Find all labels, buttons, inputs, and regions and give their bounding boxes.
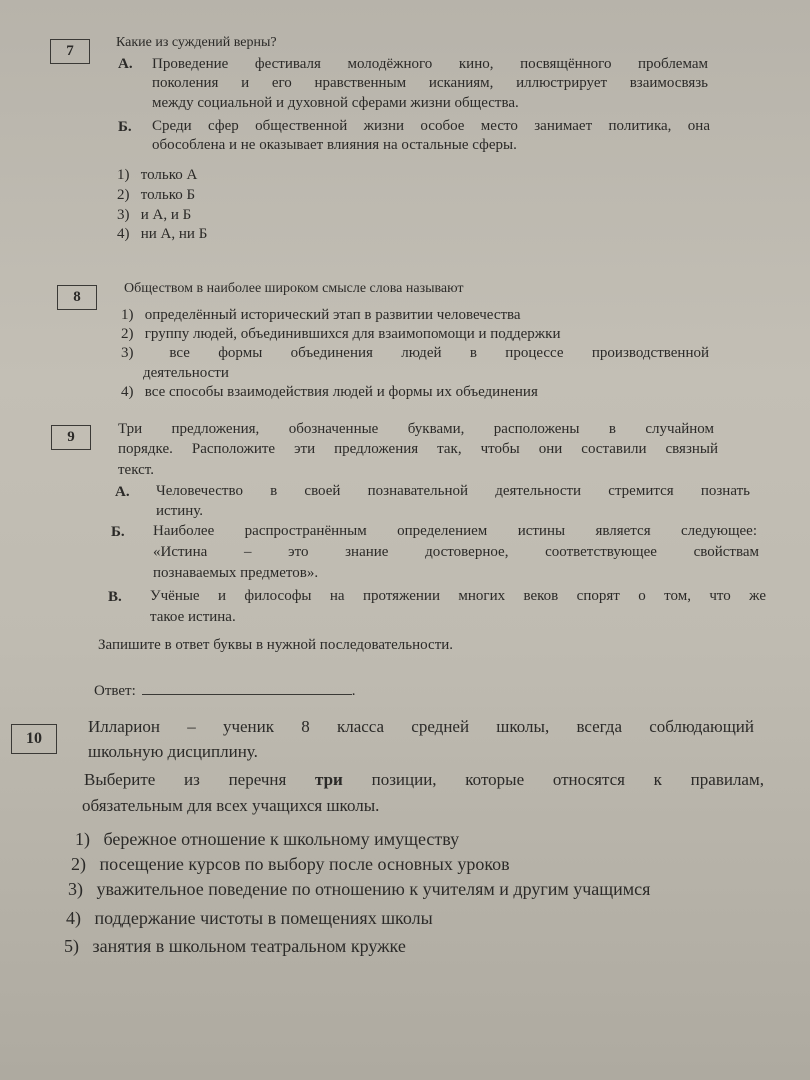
question-7-option — [117, 225, 207, 243]
question-8-option — [121, 383, 538, 401]
option-text: и А, и Б — [140, 207, 192, 223]
question-9-sentence-v-line: Учёные и философы на протяжении многих веков спорят о том, что же — [150, 588, 766, 604]
question-9-intro-line: Три предложения, обозначенные буквами, расположены в случайном — [118, 421, 714, 437]
question-7-statement-b-label: Б. — [118, 119, 132, 135]
question-7-option — [117, 166, 197, 184]
question-10-option — [66, 907, 433, 929]
option-number: 5) — [64, 936, 79, 956]
question-7-statement-a-line: между социальной и духовной сферами жизни общества. — [152, 95, 519, 111]
option-number: 1) — [121, 307, 134, 323]
option-text: только Б — [140, 187, 196, 203]
option-text: уважительное поведение по отношению к учителям и другим учащимся — [96, 879, 651, 899]
option-number: 4) — [66, 908, 81, 928]
question-7-text: Какие из суждений верны? — [116, 35, 277, 50]
question-9-sentence-b-label: Б. — [111, 524, 125, 540]
question-8-option — [143, 364, 229, 382]
option-text: группу людей, объединившихся для взаимопомощи и поддержки — [144, 326, 561, 342]
option-text: деятельности — [143, 365, 229, 381]
option-text: бережное отношение к школьному имуществу — [103, 829, 460, 849]
option-number: 4) — [117, 226, 130, 242]
question-9-sentence-v-label: В. — [108, 589, 122, 605]
question-7-statement-a-label: А. — [118, 56, 133, 72]
question-10-option — [75, 828, 459, 850]
option-text: поддержание чистоты в помещениях школы — [94, 908, 433, 928]
question-9-sentence-v-line: такое истина. — [150, 609, 236, 625]
question-8-option — [121, 344, 709, 362]
answer-end-mark: . — [351, 683, 356, 699]
option-text: ни А, ни Б — [140, 226, 208, 242]
question-7-number-box: 7 — [50, 39, 90, 64]
answer-label: Ответ: — [94, 683, 136, 699]
question-10-number-box: 10 — [11, 724, 57, 754]
question-9-intro-line: порядке. Расположите эти предложения так, чтобы они составили связный — [118, 441, 718, 457]
option-text: определённый исторический этап в развитии человечества — [144, 307, 521, 323]
option-text: занятия в школьном театральном кружке — [92, 936, 406, 956]
question-10-text-line: школьную дисциплину. — [88, 742, 258, 761]
option-number: 1) — [117, 167, 130, 183]
question-7-option — [117, 206, 191, 224]
option-number: 2) — [121, 326, 134, 342]
option-number: 1) — [75, 829, 90, 849]
question-9-sentence-a-label: А. — [115, 484, 130, 500]
option-text: посещение курсов по выбору после основных уроков — [99, 854, 510, 874]
question-8-option — [121, 306, 521, 324]
question-9-intro-line: текст. — [118, 462, 154, 478]
option-number: 2) — [117, 187, 130, 203]
question-10-instruction-line: обязательным для всех учащихся школы. — [82, 796, 380, 815]
question-10-text-line: Илларион – ученик 8 класса средней школы, всегда соблюдающий — [88, 717, 754, 736]
question-8-number-box: 8 — [57, 285, 97, 310]
question-10-option — [64, 935, 406, 957]
question-9-number-box: 9 — [51, 425, 91, 450]
option-text: только А — [140, 167, 198, 183]
question-9-instruction: Запишите в ответ буквы в нужной последовательности. — [98, 637, 454, 653]
option-text: все способы взаимодействия людей и формы их объединения — [144, 384, 538, 400]
question-9-sentence-b-line: «Истина – это знание достоверное, соответствующее свойствам — [153, 544, 759, 560]
question-8-text: Обществом в наиболее широком смысле слова называют — [124, 281, 464, 296]
emphasis-three: три — [315, 770, 343, 789]
question-9-sentence-a-line: истину. — [156, 503, 204, 519]
question-9-sentence-a-line: Человечество в своей познавательной деятельности стремится познать — [156, 483, 750, 499]
question-7-statement-b-line: Среди сфер общественной жизни особое место занимает политика, она — [152, 118, 710, 134]
question-10-instruction-line: Выберите из перечня три позиции, которые относятся к правилам, — [84, 770, 764, 789]
question-9-answer-row — [94, 680, 356, 700]
option-number: 3) — [117, 207, 130, 223]
question-9-sentence-b-line: познаваемых предметов». — [153, 565, 319, 581]
option-number: 2) — [71, 854, 86, 874]
question-7-statement-b-line: обособлена и не оказывает влияния на остальные сферы. — [152, 137, 517, 153]
option-number: 4) — [121, 384, 134, 400]
question-7-statement-a-line: поколения и его нравственным исканиям, иллюстрирует взаимосвязь — [152, 75, 708, 91]
answer-blank-line[interactable] — [142, 680, 352, 695]
option-number: 3) — [68, 879, 83, 899]
question-7-option — [117, 186, 195, 204]
question-10-option — [68, 878, 650, 900]
question-7-statement-a-line: Проведение фестиваля молодёжного кино, посвящённого проблемам — [152, 56, 708, 72]
question-9-sentence-b-line: Наиболее распространённым определением истины является следующее: — [153, 523, 757, 539]
option-number: 3) — [121, 345, 134, 361]
question-10-option — [71, 853, 510, 875]
option-text: все формы объединения людей в процессе производственной — [169, 345, 709, 361]
question-8-option — [121, 325, 560, 343]
